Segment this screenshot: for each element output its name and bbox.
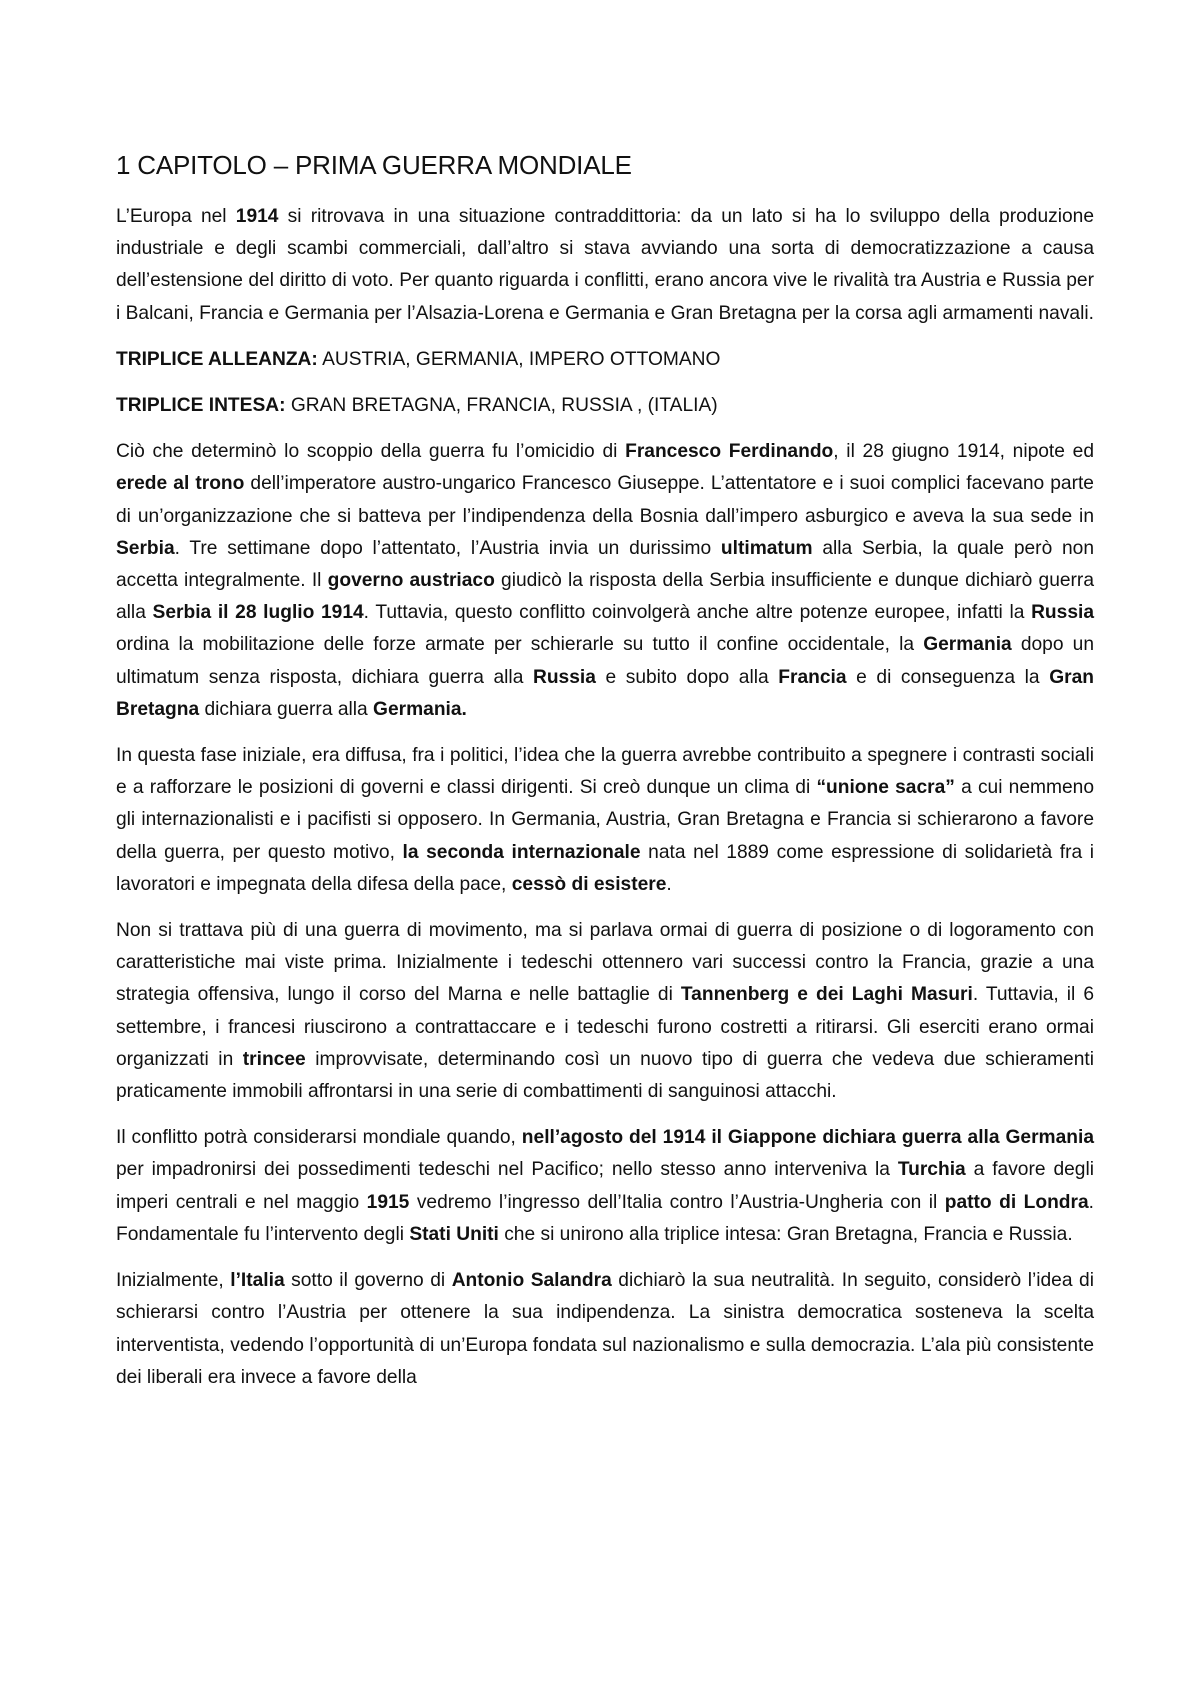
text-segment: , il 28 giugno 1914, nipote ed [833,441,1094,463]
bold-segment: erede al trono [116,473,245,495]
bold-segment: Germania [923,634,1012,656]
bold-segment: Gran Bretagna [116,666,1094,720]
paragraph-triple-alliance [116,344,1094,376]
text-segment: AUSTRIA, GERMANIA, IMPERO OTTOMANO [317,348,721,370]
text-segment: . Tre settimane dopo l’attentato, l’Austria invia un durissimo [174,537,721,559]
text-segment: nata nel 1889 come espressione di solidarietà fra i lavoratori e impegnata della difesa della pace, [116,841,1094,895]
text-segment: ordina la mobilitazione delle forze armate per schierarle su tutto il confine occidentale, la [116,634,924,656]
bold-segment: Francia [778,666,847,688]
bold-segment: TRIPLICE ALLEANZA: [116,348,318,370]
text-segment: GRAN BRETAGNA, FRANCIA, RUSSIA , (ITALIA) [285,395,718,417]
text-segment: dell’imperatore austro-ungarico Francesco Giuseppe. L’attentatore e i suoi complici facevano parte di un’organizzazione che si batteva per l’indipendenza della Bosnia dall’impero asburgico e aveva la sua sede in [116,473,1094,527]
bold-segment: patto di Londra [944,1191,1089,1213]
text-segment: . Tuttavia, questo conflitto coinvolgerà anche altre potenze europee, infatti la [363,602,1032,624]
paragraph-outbreak [116,436,1094,726]
text-segment: Non si trattava più di una guerra di movimento, ma si parlava ormai di guerra di posizione o di logoramento con caratteristiche mai viste prima. Inizialmente i tedeschi ottennero vari successi contro la Francia, grazie a una strategia offensiva, lungo il corso del Marna e nelle battaglie di [116,920,1094,1006]
text-segment: si ritrovava in una situazione contraddittoria: da un lato si ha lo sviluppo della produzione industriale e degli scambi commerciali, dall’altro si stava avviando una sorta di democratizzazione a causa dell’estensione del diritto di voto. Per quanto riguarda i conflitti, erano ancora vive le rivalità tra Austria e Russia per i Balcani, Francia e Germania per l’Alsazia-Lorena e Germania e Gran Bretagna per la corsa agli armamenti navali. [116,206,1094,324]
bold-segment: trincee [242,1048,306,1070]
bold-segment: Stati Uniti [409,1223,499,1245]
text-segment: vedremo l’ingresso dell’Italia contro l’Austria-Ungheria con il [409,1191,945,1213]
chapter-title: 1 CAPITOLO – PRIMA GUERRA MONDIALE [116,150,632,180]
paragraph-trench-warfare [116,915,1094,1108]
text-segment: e di conseguenza la [846,666,1050,688]
text-segment: sotto il governo di [284,1270,452,1292]
text-segment: Inizialmente, [116,1270,231,1292]
bold-segment: l’Italia [230,1270,285,1292]
text-segment: dichiarò la sua neutralità. In seguito, considerò l’idea di schierarsi contro l’Austria per ottenere la sua indipendenza. La sinistra democratica sosteneva la scelta interventista, vedendo l’opportunità di un’Europa fondata sul nazionalismo e sulla democrazia. L’ala più consistente dei liberali era invece a favore della [116,1270,1094,1388]
text-segment: . Tuttavia, il 6 settembre, i francesi riuscirono a contrattaccare e i tedeschi furono costretti a ritirarsi. Gli eserciti erano ormai organizzati in [116,984,1094,1070]
bold-segment: Germania. [373,698,467,720]
text-segment: In questa fase iniziale, era diffusa, fra i politici, l’idea che la guerra avrebbe contribuito a spegnere i contrasti sociali e a rafforzare le posizioni di governi e classi dirigenti. Si creò dunque un clima di [116,745,1094,799]
text-segment: dopo un ultimatum senza risposta, dichiara guerra alla [116,634,1094,688]
bold-segment: Russia [532,666,596,688]
paragraph-europe-1914 [116,201,1094,330]
bold-segment: 1915 [366,1191,410,1213]
bold-segment: Francesco Ferdinando [625,441,834,463]
bold-segment: Serbia il 28 luglio 1914 [152,602,364,624]
bold-segment: cessò di esistere [511,873,667,895]
bold-segment: Antonio Salandra [451,1270,612,1292]
bold-segment: governo austriaco [327,570,495,592]
bold-segment: Serbia [116,537,175,559]
text-segment: improvvisate, determinando così un nuovo tipo di guerra che vedeva due schieramenti praticamente immobili affrontarsi in una serie di combattimenti di sanguinosi attacchi. [116,1048,1094,1103]
text-segment: e subito dopo alla [595,666,779,688]
text-segment: alla Serbia, la quale però non accetta integralmente. Il [116,537,1094,592]
bold-segment: ultimatum [720,537,813,559]
bold-segment: nell’agosto del 1914 il Giappone dichiara guerra alla Germania [521,1127,1095,1149]
paragraph-sacred-union [116,740,1094,901]
text-segment: Il conflitto potrà considerarsi mondiale quando, [116,1127,522,1149]
bold-segment: Russia [1031,602,1094,624]
bold-segment: 1914 [235,206,279,227]
bold-segment: TRIPLICE INTESA: [116,395,286,417]
paragraph-triple-entente [116,390,1094,422]
text-segment: a cui nemmeno gli internazionalisti e i pacifisti si opposero. In Germania, Austria, Gran Bretagna e Francia si schierarono a favore della guerra, per questo motivo, [116,777,1095,863]
text-segment: a favore degli imperi centrali e nel maggio [116,1159,1094,1213]
bold-segment: la seconda internazionale [402,841,641,863]
bold-segment: Tannenberg e dei Laghi Masuri [680,984,973,1006]
paragraph-world-conflict [116,1122,1094,1251]
paragraph-italy-neutrality [116,1265,1094,1394]
text-segment: . [666,873,672,895]
text-segment: . Fondamentale fu l’intervento degli [116,1191,1094,1245]
text-segment: dichiara guerra alla [199,698,374,720]
text-segment: che si unirono alla triplice intesa: Gran Bretagna, Francia e Russia. [498,1223,1073,1245]
text-segment: per impadronirsi dei possedimenti tedeschi nel Pacifico; nello stesso anno interveniva la [116,1159,898,1181]
bold-segment: “unione sacra” [816,777,955,799]
text-segment: Ciò che determinò lo scoppio della guerra fu l’omicidio di [116,441,626,463]
text-segment: L’Europa nel [116,206,236,227]
text-segment: giudicò la risposta della Serbia insufficiente e dunque dichiarò guerra alla [116,570,1094,624]
bold-segment: Turchia [897,1159,966,1181]
